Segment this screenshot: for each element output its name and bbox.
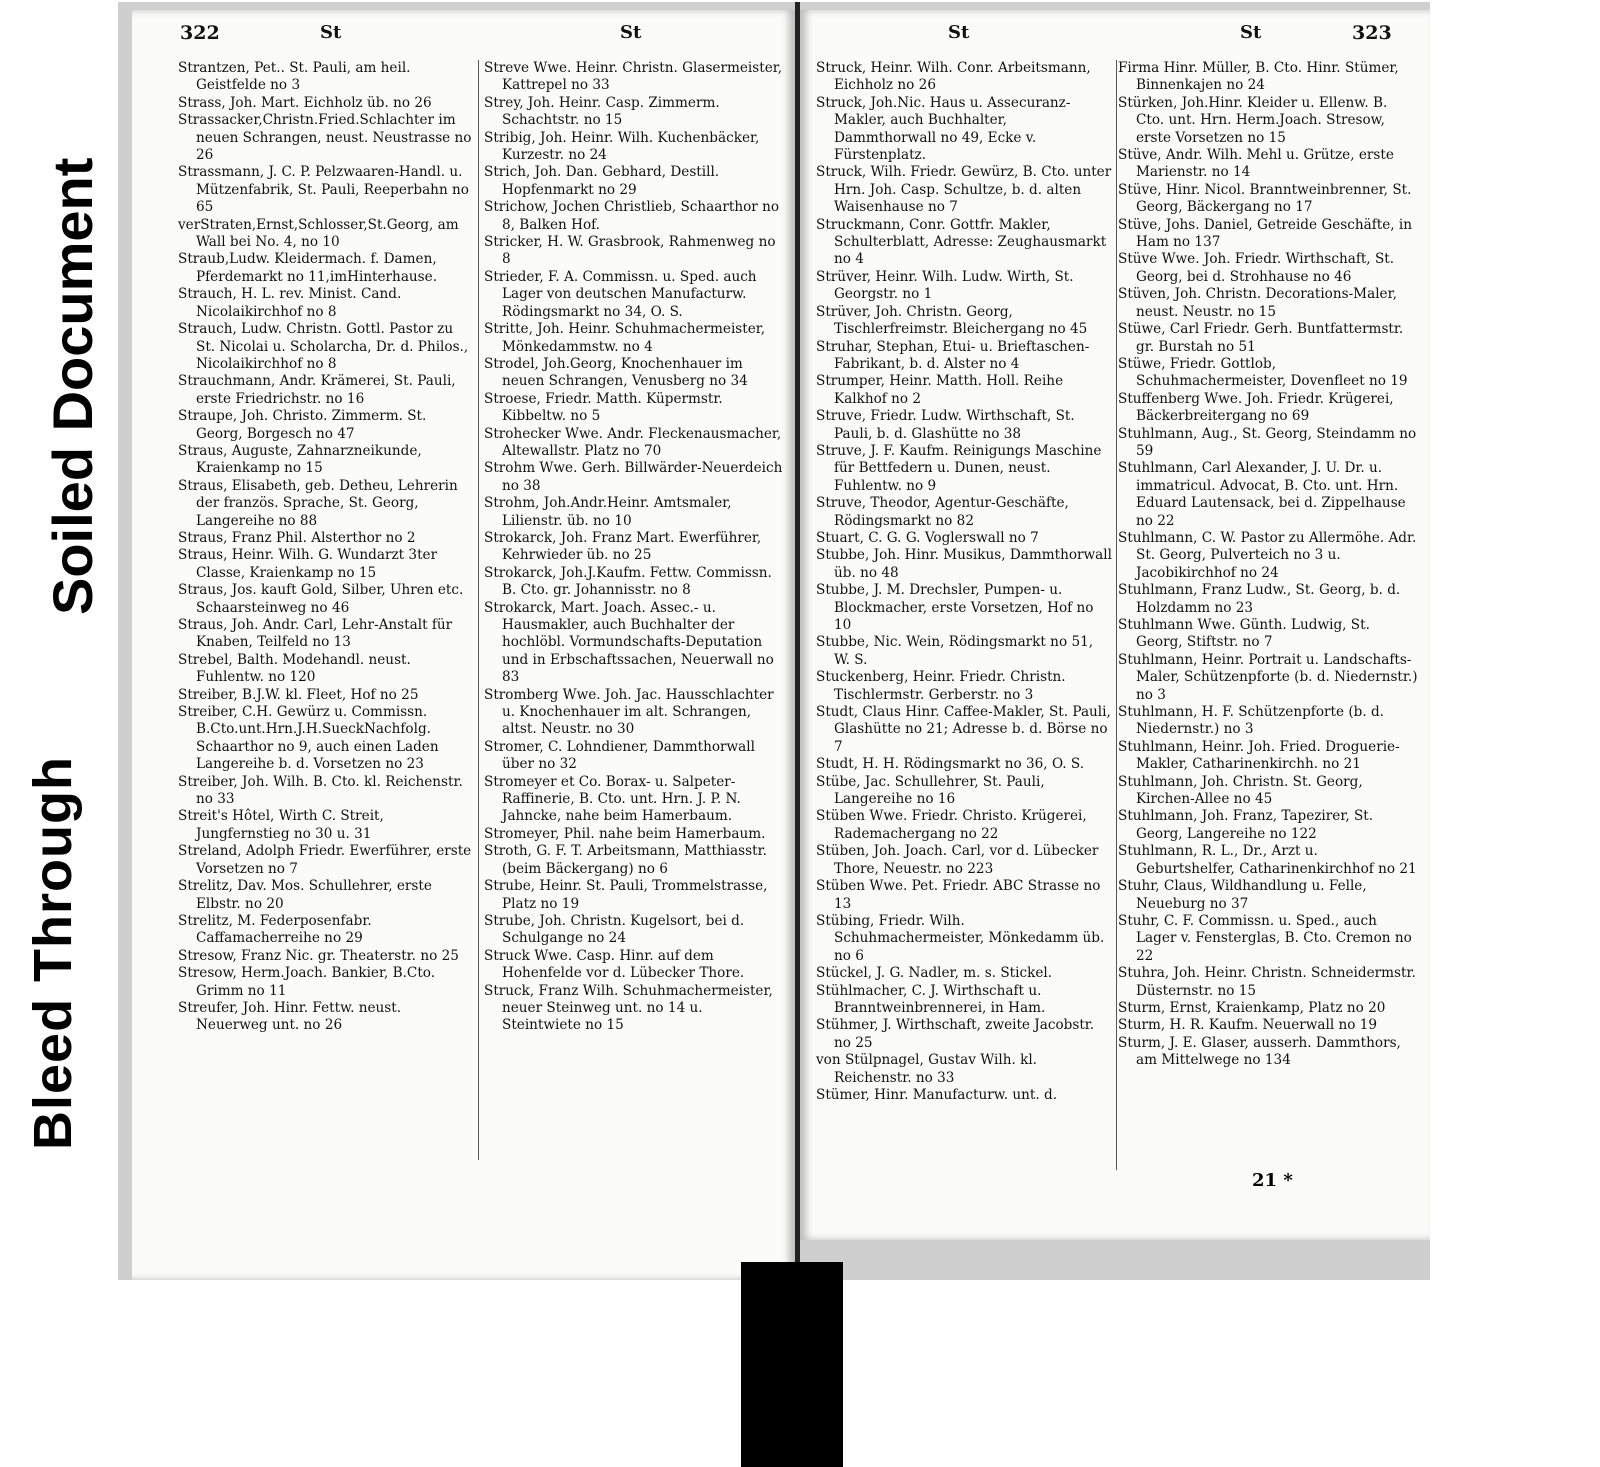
directory-entry: Stuhr, Claus, Wildhandlung u. Felle, Neueburg no 37 (1118, 878, 1367, 912)
sidebar (0, 0, 115, 1467)
directory-entry: Stresow, Herm.Joach. Bankier, B.Cto. Grimm no 11 (178, 965, 436, 999)
directory-entry: Struve, J. F. Kaufm. Reinigungs Maschine für Bettfedern u. Dunen, neust. Fuhlentw. no 9 (816, 442, 1102, 494)
directory-entry: Strüver, Heinr. Wilh. Ludw. Wirth, St. Georgstr. no 1 (816, 268, 1074, 303)
directory-entry: Stritte, Joh. Heinr. Schuhmachermeister, Mönkedammstw. no 4 (484, 321, 766, 355)
directory-column-3 (816, 60, 1117, 1170)
page-number-left: 322 (180, 22, 220, 44)
directory-entry: Struckmann, Conr. Gottfr. Makler, Schulterblatt, Adresse: Zeughausmarkt no 4 (816, 216, 1107, 268)
directory-entry: Streiber, C.H. Gewürz u. Commissn. B.Cto.unt.Hrn.J.H.SueckNachfolg. Schaarthor no 9, auch einen Laden Langereihe b. d. Vorsetzen no 23 (178, 704, 439, 773)
directory-entry: Strohm, Joh.Andr.Heinr. Amtsmaler, Lilienstr. üb. no 10 (484, 495, 732, 529)
directory-entry: Stuhlmann, Franz Ludw., St. Georg, b. d. Holzdamm no 23 (1118, 582, 1401, 616)
soiled-document-label: Soiled Document (41, 157, 104, 615)
directory-entry: Stroth, G. F. T. Arbeitsmann, Matthiasstr. (beim Bäckergang) no 6 (484, 843, 767, 877)
book-scan (118, 2, 1430, 1280)
directory-entry: Struve, Theodor, Agentur-Geschäfte, Rödingsmarkt no 82 (816, 495, 1069, 529)
directory-entry: Streland, Adolph Friedr. Ewerführer, erste Vorsetzen no 7 (178, 843, 472, 877)
directory-entry: Stromeyer et Co. Borax- u. Salpeter-Raffinerie, B. Cto. unt. Hrn. J. P. N. Jahncke, nahe beim Hamerbaum. (484, 773, 741, 825)
directory-entry: Stuhlmann, Carl Alexander, J. U. Dr. u. immatricul. Advocat, B. Cto. unt. Hrn. Eduard Lautensack, bei d. Zippelhause no 22 (1118, 460, 1406, 529)
directory-entry: Stüve Wwe. Joh. Friedr. Wirthschaft, St. Georg, bei d. Strohhause no 46 (1118, 251, 1395, 285)
directory-entry: Straus, Elisabeth, geb. Detheu, Lehrerin der französ. Sprache, St. Georg, Langereihe no 88 (178, 477, 458, 529)
directory-entry: Stüven, Joh. Christn. Decorations-Maler, neust. Neustr. no 15 (1118, 286, 1397, 320)
right-page-header (800, 22, 1430, 46)
directory-entry: Struck, Franz Wilh. Schuhmachermeister, neuer Steinweg unt. no 14 u. Steintwiete no 15 (484, 982, 773, 1034)
directory-entry: Straub,Ludw. Kleidermach. f. Damen, Pferdemarkt no 11,imHinterhause. (178, 251, 438, 285)
directory-entry: Strauch, Ludw. Christn. Gottl. Pastor zu St. Nicolai u. Scholarcha, Dr. d. Philos., Nicolaikirchhof no 8 (178, 321, 469, 372)
directory-entry: Streiber, B.J.W. kl. Fleet, Hof no 25 (178, 686, 419, 703)
signature-mark: 21 * (1252, 1170, 1293, 1191)
directory-entry: Strebel, Balth. Modehandl. neust. Fuhlentw. no 120 (178, 651, 411, 686)
directory-entry: Strelitz, M. Federposenfabr. Caffamacherreihe no 29 (178, 912, 372, 947)
directory-entry: Stromeyer, Phil. nahe beim Hamerbaum. (484, 825, 766, 842)
directory-entry: Stuhlmann, C. W. Pastor zu Allermöhe. Adr. St. Georg, Pulverteich no 3 u. Jacobikirchhof no 24 (1118, 529, 1417, 581)
directory-entry: Studt, Claus Hinr. Caffee-Makler, St. Pauli, Glashütte no 21; Adresse b. d. Börse no 7 (816, 704, 1111, 755)
directory-entry: Strokarck, Joh. Franz Mart. Ewerführer, Kehrwieder üb. no 25 (484, 529, 762, 564)
directory-entry: Straus, Jos. kauft Gold, Silber, Uhren etc. Schaarsteinweg no 46 (178, 582, 464, 616)
directory-entry: Stromer, C. Lohndiener, Dammthorwall über no 32 (484, 738, 755, 773)
directory-entry: Strassmann, J. C. P. Pelzwaaren-Handl. u. Mützenfabrik, St. Pauli, Reeperbahn no 65 (178, 164, 469, 216)
directory-entry: Stuckenberg, Heinr. Friedr. Christn. Tischlermstr. Gerberstr. no 3 (816, 669, 1066, 703)
directory-entry: Straus, Joh. Andr. Carl, Lehr-Anstalt für Knaben, Teilfeld no 13 (178, 617, 453, 651)
directory-entry: Stüve, Andr. Wilh. Mehl u. Grütze, erste Marienstr. no 14 (1118, 147, 1394, 181)
directory-entry: Struck Wwe. Casp. Hinr. auf dem Hohenfelde vor d. Lübecker Thore. (484, 947, 745, 982)
directory-entry: Stuhlmann, Heinr. Joh. Fried. Droguerie-Makler, Catharinenkirchh. no 21 (1118, 738, 1400, 773)
directory-entry: Stuhr, C. F. Commissn. u. Sped., auch Lager v. Fensterglas, B. Cto. Cremon no 22 (1118, 912, 1412, 964)
directory-entry: verStraten,Ernst,Schlosser,St.Georg, am Wall bei No. 4, no 10 (178, 216, 459, 251)
directory-entry: Strohm Wwe. Gerh. Billwärder-Neuerdeich no 38 (484, 460, 783, 494)
directory-entry: Stühmer, J. Wirthschaft, zweite Jacobstr. no 25 (816, 1017, 1095, 1051)
header-letters: St (320, 22, 342, 43)
directory-entry: Strassacker,Christn.Fried.Schlachter im neuen Schrangen, neust. Neustrasse no 26 (178, 112, 472, 164)
directory-entry: Strieder, F. A. Commissn. u. Sped. auch Lager von deutschen Manufacturw. Rödingsmarkt no 34, O. S. (484, 268, 757, 320)
directory-entry: Stühlmacher, C. J. Wirthschaft u. Branntweinbrennerei, in Ham. (816, 982, 1046, 1016)
directory-entry: Streve Wwe. Heinr. Christn. Glasermeister, Kattrepel no 33 (484, 60, 783, 94)
directory-entry: Stroese, Friedr. Matth. Küpermstr. Kibbeltw. no 5 (484, 390, 723, 425)
directory-entry: Stuhlmann, Heinr. Portrait u. Landschafts-Maler, Schützenpforte (b. d. Niedernstr.) no 3 (1118, 651, 1418, 703)
directory-entry: Stürken, Joh.Hinr. Kleider u. Ellenw. B. Cto. unt. Hrn. Herm.Joach. Stresow, erste Vorsetzen no 15 (1118, 94, 1388, 146)
directory-entry: Stüben Wwe. Pet. Friedr. ABC Strasse no 13 (816, 878, 1101, 912)
directory-entry: Stuffenberg Wwe. Joh. Friedr. Krügerei, Bäckerbreitergang no 69 (1118, 390, 1394, 425)
directory-column-1 (178, 60, 479, 1160)
directory-entry: Strantzen, Pet.. St. Pauli, am heil. Geistfelde no 3 (178, 60, 411, 94)
directory-entry: Studt, H. H. Rödingsmarkt no 36, O. S. (816, 756, 1085, 773)
directory-entry: Strube, Heinr. St. Pauli, Trommelstrasse, Platz no 19 (484, 878, 768, 912)
directory-entry: Stuhlmann, R. L., Dr., Arzt u. Geburtshelfer, Catharinenkirchhof no 21 (1118, 843, 1417, 877)
directory-entry: Stüben, Joh. Joach. Carl, vor d. Lübecker Thore, Neuestr. no 223 (816, 843, 1099, 877)
directory-entry: Strokarck, Joh.J.Kaufm. Fettw. Commissn. B. Cto. gr. Johannisstr. no 8 (484, 564, 772, 599)
bleed-through-label: Bleed Through (23, 756, 83, 1150)
directory-entry: Stubbe, J. M. Drechsler, Pumpen- u. Blockmacher, erste Vorsetzen, Hof no 10 (816, 582, 1094, 633)
directory-entry: Stüwe, Friedr. Gottlob, Schuhmachermeister, Dovenfleet no 19 (1118, 355, 1408, 390)
directory-entry: Stübing, Friedr. Wilh. Schuhmachermeister, Mönkedamm üb. no 6 (816, 912, 1105, 964)
directory-column-4 (1118, 60, 1418, 1070)
directory-entry: Strohecker Wwe. Andr. Fleckenausmacher, Altewallstr. Platz no 70 (484, 425, 782, 459)
directory-entry: von Stülpnagel, Gustav Wilh. kl. Reichenstr. no 33 (816, 1052, 1038, 1086)
directory-entry: Stubbe, Joh. Hinr. Musikus, Dammthorwall üb. no 48 (816, 547, 1112, 581)
directory-entry: Stromberg Wwe. Joh. Jac. Hausschlachter u. Knochenhauer im alt. Schrangen, altst. Neustr. no 30 (484, 686, 774, 738)
directory-entry: Streiber, Joh. Wilh. B. Cto. kl. Reichenstr. no 33 (178, 773, 463, 808)
directory-entry: Streufer, Joh. Hinr. Fettw. neust. Neuerweg unt. no 26 (178, 999, 402, 1034)
directory-entry: Stuhlmann, Aug., St. Georg, Steindamm no 59 (1118, 425, 1417, 459)
directory-entry: Strüver, Joh. Christn. Georg, Tischlerfreimstr. Bleichergang no 45 (816, 303, 1088, 338)
directory-entry: Stüve, Johs. Daniel, Getreide Geschäfte, in Ham no 137 (1118, 216, 1413, 251)
header-letters: St (620, 22, 642, 43)
directory-entry: Struck, Joh.Nic. Haus u. Assecuranz-Makler, auch Buchhalter, Dammthorwall no 49, Ecke v. Fürstenplatz. (816, 94, 1071, 164)
directory-entry: Struck, Wilh. Friedr. Gewürz, B. Cto. unter Hrn. Joh. Casp. Schultze, b. d. alten Waisenhause no 7 (816, 164, 1112, 216)
directory-entry: Stuhlmann Wwe. Günth. Ludwig, St. Georg, Stiftstr. no 7 (1118, 617, 1370, 651)
directory-entry: Sturm, H. R. Kaufm. Neuerwall no 19 (1118, 1017, 1378, 1034)
directory-entry: Stückel, J. G. Nadler, m. s. Stickel. (816, 965, 1053, 982)
directory-entry: Sturm, J. E. Glaser, ausserh. Dammthors, am Mittelwege no 134 (1118, 1034, 1401, 1069)
directory-entry: Struhar, Stephan, Etui- u. Brieftaschen-Fabrikant, b. d. Alster no 4 (816, 338, 1090, 372)
directory-entry: Stüben Wwe. Friedr. Christo. Krügerei, Rademachergang no 22 (816, 808, 1087, 842)
directory-entry: Strichow, Jochen Christlieb, Schaarthor no 8, Balken Hof. (484, 199, 780, 233)
directory-entry: Strey, Joh. Heinr. Casp. Zimmerm. Schachtstr. no 15 (484, 94, 720, 129)
directory-entry: Stresow, Franz Nic. gr. Theaterstr. no 25 (178, 947, 459, 964)
directory-entry: Strauchmann, Andr. Krämerei, St. Pauli, erste Friedrichstr. no 16 (178, 373, 456, 407)
directory-entry: Strich, Joh. Dan. Gebhard, Destill. Hopfenmarkt no 29 (484, 164, 720, 198)
directory-entry: Streit's Hôtel, Wirth C. Streit, Jungfernstieg no 30 u. 31 (178, 808, 384, 842)
directory-entry: Straus, Heinr. Wilh. G. Wundarzt 3ter Classe, Kraienkamp no 15 (178, 547, 438, 581)
directory-entry: Straus, Auguste, Zahnarzneikunde, Kraienkamp no 15 (178, 442, 422, 477)
directory-entry: Struck, Heinr. Wilh. Conr. Arbeitsmann, Eichholz no 26 (816, 60, 1091, 94)
directory-entry: Stuhlmann, Joh. Christn. St. Georg, Kirchen-Allee no 45 (1118, 773, 1363, 808)
left-page-header (132, 22, 795, 46)
directory-entry: Stubbe, Nic. Wein, Rödingsmarkt no 51, W. S. (816, 634, 1094, 668)
directory-entry: Strube, Joh. Christn. Kugelsort, bei d. Schulgange no 24 (484, 912, 745, 947)
directory-entry: Struve, Friedr. Ludw. Wirthschaft, St. Pauli, b. d. Glashütte no 38 (816, 408, 1075, 442)
directory-entry: Strauch, H. L. rev. Minist. Cand. Nicolaikirchhof no 8 (178, 286, 402, 320)
directory-entry: Stuhlmann, H. F. Schützenpforte (b. d. Niedernstr.) no 3 (1118, 704, 1385, 738)
directory-entry: Stuhra, Joh. Heinr. Christn. Schneidermstr. Düsternstr. no 15 (1118, 965, 1416, 999)
directory-entry: Straus, Franz Phil. Alsterthor no 2 (178, 529, 416, 546)
directory-entry: Straupe, Joh. Christo. Zimmerm. St. Georg, Borgesch no 47 (178, 408, 427, 442)
directory-entry: Firma Hinr. Müller, B. Cto. Hinr. Stümer, Binnenkajen no 24 (1118, 60, 1399, 94)
right-page (800, 10, 1430, 1240)
directory-entry: Sturm, Ernst, Kraienkamp, Platz no 20 (1118, 999, 1386, 1016)
directory-column-2 (484, 60, 784, 1035)
left-page (132, 10, 795, 1280)
directory-entry: Stübe, Jac. Schullehrer, St. Pauli, Langereihe no 16 (816, 773, 1045, 808)
directory-entry: Strokarck, Mart. Joach. Assec.- u. Hausmakler, auch Buchhalter der hochlöbl. Vormundschafts-Deputation und in Erbschaftssachen, Neuerwall no 83 (484, 599, 774, 686)
directory-entry: Strodel, Joh.Georg, Knochenhauer im neuen Schrangen, Venusberg no 34 (484, 355, 748, 390)
directory-entry: Stüwe, Carl Friedr. Gerh. Buntfattermstr. gr. Burstah no 51 (1118, 321, 1404, 355)
directory-entry: Stuart, C. G. G. Voglerswall no 7 (816, 529, 1039, 546)
black-tab (741, 1262, 843, 1467)
directory-entry: Stümer, Hinr. Manufacturw. unt. d. (816, 1086, 1058, 1103)
page-number-right: 323 (1352, 22, 1392, 44)
header-letters: St (1240, 22, 1262, 43)
directory-entry: Strass, Joh. Mart. Eichholz üb. no 26 (178, 94, 432, 111)
header-letters: St (948, 22, 970, 43)
directory-entry: Strelitz, Dav. Mos. Schullehrer, erste Elbstr. no 20 (178, 878, 432, 912)
directory-entry: Stuhlmann, Joh. Franz, Tapezirer, St. Georg, Langereihe no 122 (1118, 808, 1374, 842)
directory-entry: Stricker, H. W. Grasbrook, Rahmenweg no 8 (484, 234, 776, 268)
directory-entry: Strumper, Heinr. Matth. Holl. Reihe Kalkhof no 2 (816, 373, 1064, 407)
directory-entry: Stribig, Joh. Heinr. Wilh. Kuchenbäcker, Kurzestr. no 24 (484, 129, 760, 164)
directory-entry: Stüve, Hinr. Nicol. Branntweinbrenner, St. Georg, Bäckergang no 17 (1118, 181, 1412, 216)
